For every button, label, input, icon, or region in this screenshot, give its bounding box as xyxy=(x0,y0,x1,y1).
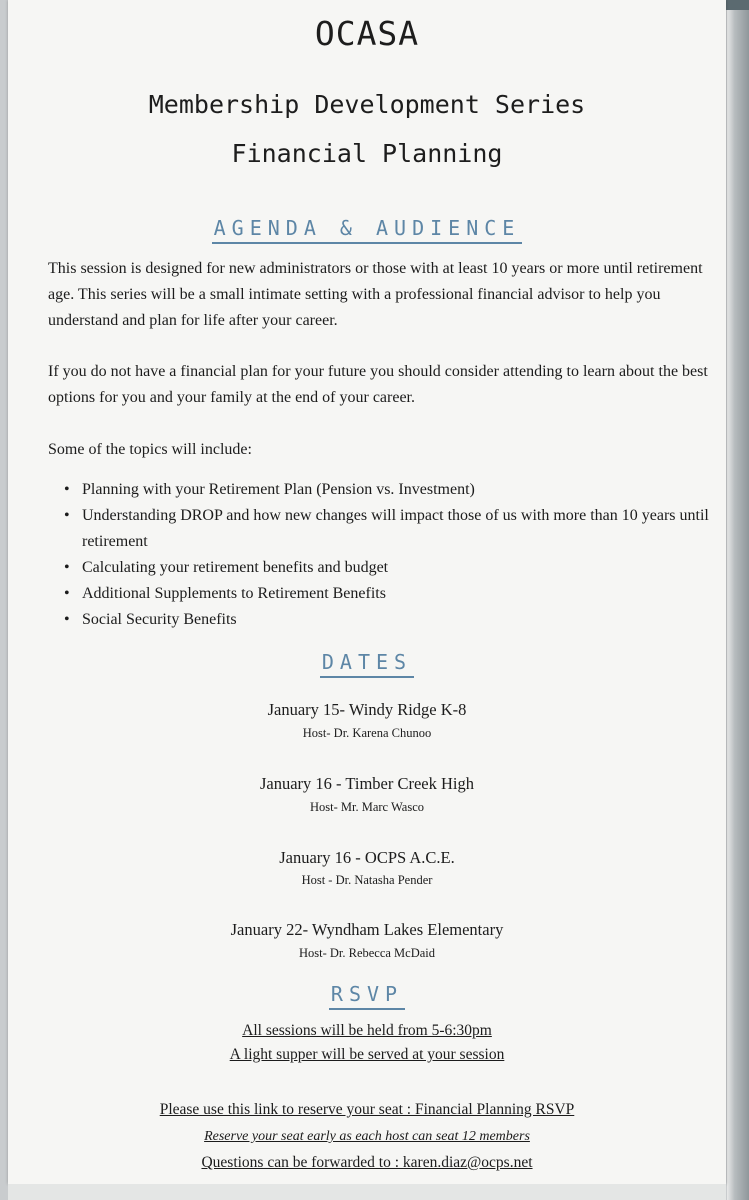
session-host: Host- Mr. Marc Wasco xyxy=(309,800,425,814)
topics-intro: Some of the topics will include: xyxy=(48,441,252,458)
list-item: • Planning with your Retirement Plan (Pension vs. Investment) xyxy=(82,477,732,503)
page-bottom-strip xyxy=(8,1184,726,1200)
agenda-paragraph-2: If you do not have a financial plan for your future you should consider attending to learn about the best options for you and your family at the end of your career. xyxy=(48,363,708,406)
supper-note: A light supper will be served at your session xyxy=(229,1046,505,1063)
topic-title: Financial Planning xyxy=(231,139,503,168)
flyer-page xyxy=(8,0,726,1184)
session-host: Host - Dr. Natasha Pender xyxy=(301,873,433,887)
questions-contact[interactable]: Questions can be forwarded to : karen.diaz@ocps.net xyxy=(201,1154,533,1171)
session-host: Host- Dr. Rebecca McDaid xyxy=(298,946,436,960)
session-date: January 16 - OCPS A.C.E. xyxy=(279,848,455,867)
session-date: January 22- Wyndham Lakes Elementary xyxy=(230,920,504,939)
org-title: OCASA xyxy=(314,14,420,53)
agenda-paragraph-1: This session is designed for new administrators or those with at least 10 years or more until retirement age. This series will be a small intimate setting with a professional financial advisor to help you understand and plan for life after your career. xyxy=(48,260,703,329)
dates-heading: DATES xyxy=(8,650,726,674)
list-item: • Understanding DROP and how new changes will impact those of us with more than 10 years until retirement xyxy=(82,503,732,555)
session-date: January 15- Windy Ridge K-8 xyxy=(267,700,467,719)
rsvp-heading: RSVP xyxy=(8,982,726,1006)
session-host: Host- Dr. Karena Chunoo xyxy=(302,726,432,740)
series-title: Membership Development Series xyxy=(148,90,586,119)
list-item: • Calculating your retirement benefits and budget xyxy=(82,555,732,581)
reserve-early-note: Reserve your seat early as each host can seat 12 members xyxy=(204,1129,530,1144)
list-item: • Additional Supplements to Retirement Benefits xyxy=(82,581,732,607)
list-item: • Social Security Benefits xyxy=(82,607,732,633)
topics-list xyxy=(66,477,732,633)
session-time: All sessions will be held from 5-6:30pm xyxy=(242,1022,492,1039)
agenda-heading: AGENDA & AUDIENCE xyxy=(8,216,726,240)
rsvp-link[interactable]: Please use this link to reserve your seat : Financial Planning RSVP xyxy=(159,1101,575,1118)
session-date: January 16 - Timber Creek High xyxy=(259,774,475,793)
